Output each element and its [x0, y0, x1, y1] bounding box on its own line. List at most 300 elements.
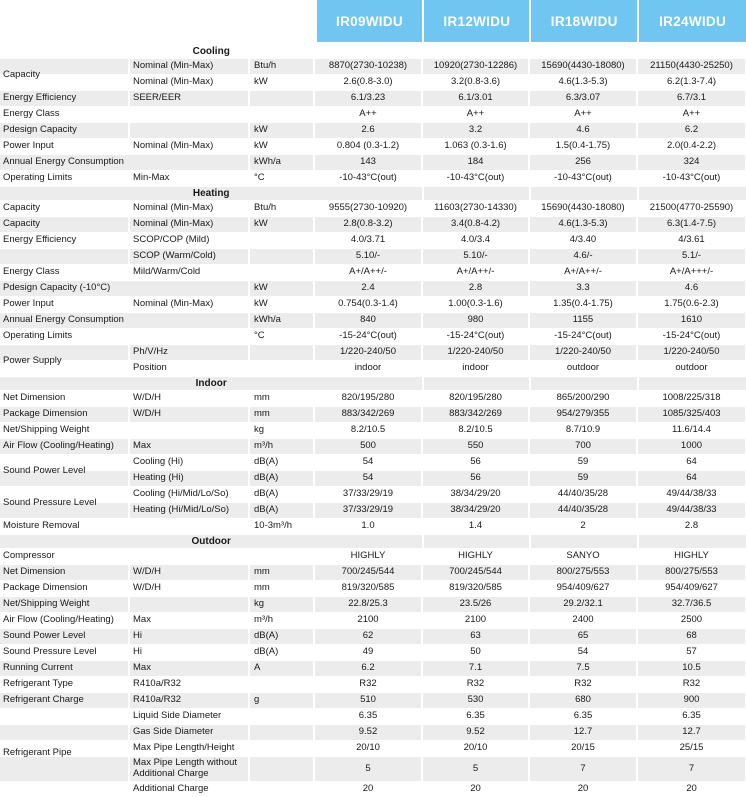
row-label: Energy Efficiency: [0, 233, 128, 248]
row-unit: dB(A): [250, 471, 313, 486]
cell-value: 1.5(0.4-1.75): [530, 139, 636, 154]
row-sublabel: Nominal (Min-Max): [130, 201, 248, 216]
row-label: Air Flow (Cooling/Heating): [0, 439, 128, 454]
table-row: [0, 661, 746, 676]
section-row-outdoor: [0, 535, 746, 548]
row-unit: dB(A): [250, 487, 313, 502]
row-sublabel: SCOP/COP (Mild): [130, 233, 248, 248]
row-sublabel: W/D/H: [130, 391, 248, 406]
cell-value: 819/320/585: [315, 581, 421, 596]
cell-value: 1.4: [423, 519, 528, 534]
cell-value: 4.6/-: [530, 249, 636, 264]
cell-value: 5.1/-: [638, 249, 745, 264]
cell-value: 2.4: [315, 281, 421, 296]
table-row: [0, 59, 746, 74]
table-row: [0, 613, 746, 628]
row-unit: dB(A): [250, 629, 313, 644]
row-sublabel: Position: [130, 361, 248, 376]
cell-value: 11.6/14.4: [638, 423, 745, 438]
cell-value: 3.3: [530, 281, 636, 296]
cell-value: A++: [423, 107, 528, 122]
row-sublabel: Heating (Hi/Mid/Lo/So): [130, 503, 248, 518]
cell-value: 4.0/3.71: [315, 233, 421, 248]
section-filler-cell: [531, 377, 637, 390]
cell-value: A++: [530, 107, 636, 122]
row-unit: kWh/a: [250, 155, 313, 170]
row-unit: g: [250, 693, 313, 708]
table-row: [0, 782, 746, 797]
cell-value: 2100: [423, 613, 528, 628]
row-sublabel: [130, 329, 248, 344]
cell-value: 7.5: [530, 661, 636, 676]
cell-value: 6.35: [315, 709, 421, 724]
section-filler-cell: [531, 187, 637, 200]
row-unit: [250, 757, 313, 781]
cell-value: 20: [423, 782, 528, 797]
cell-value: A++: [315, 107, 421, 122]
cell-value: 954/409/627: [638, 581, 745, 596]
row-sublabel: Max Pipe Length/Height: [130, 741, 248, 756]
row-unit: [250, 677, 313, 692]
row-sublabel: W/D/H: [130, 565, 248, 580]
cell-value: 37/33/29/19: [315, 503, 421, 518]
row-group-refrigerant-pipe: [0, 709, 746, 797]
cell-value: 20: [315, 782, 421, 797]
cell-value: 840: [315, 313, 421, 328]
row-unit: kW: [250, 75, 313, 90]
row-sublabel: R410a/R32: [130, 693, 248, 708]
row-sublabel: Max: [130, 613, 248, 628]
row-label: Pdesign Capacity: [0, 123, 128, 138]
row-unit: kW: [250, 123, 313, 138]
row-sublabel: Max Pipe Length without Additional Charge: [130, 757, 248, 781]
cell-value: 8870(2730-10238): [315, 59, 421, 74]
row-label: Energy Efficiency: [0, 91, 128, 106]
table-row: [0, 519, 746, 534]
row-sublabel: Nominal (Min-Max): [130, 75, 248, 90]
cell-value: A+/A++/-: [315, 265, 421, 280]
group-label: Sound Power Level: [3, 464, 86, 476]
cell-value: 64: [638, 455, 745, 470]
table-row: [0, 329, 746, 344]
cell-value: R32: [423, 677, 528, 692]
table-row: [0, 91, 746, 106]
cell-value: 1.00(0.3-1.6): [423, 297, 528, 312]
model-header-ir18widu: IR18WIDU: [531, 0, 637, 42]
cell-value: 38/34/29/20: [423, 487, 528, 502]
table-row: [0, 249, 746, 264]
section-title: Indoor: [0, 377, 422, 390]
cell-value: 1.75(0.6-2.3): [638, 297, 745, 312]
cell-value: -15-24°C(out): [530, 329, 636, 344]
section-filler-cell: [639, 535, 746, 548]
cell-value: HIGHLY: [423, 549, 528, 564]
row-unit: dB(A): [250, 455, 313, 470]
section-row-cooling: [0, 45, 746, 58]
row-sublabel: SCOP (Warm/Cold): [130, 249, 248, 264]
row-unit: kW: [250, 217, 313, 232]
section-filler-cell: [424, 187, 529, 200]
row-unit: [250, 345, 313, 360]
cell-value: 2.6: [315, 123, 421, 138]
cell-value: -15-24°C(out): [638, 329, 745, 344]
cell-value: 29.2/32.1: [530, 597, 636, 612]
row-sublabel: [130, 423, 248, 438]
row-sublabel: Nominal (Min-Max): [130, 297, 248, 312]
row-label: [0, 709, 128, 724]
row-unit: °C: [250, 171, 313, 186]
cell-value: 23.5/26: [423, 597, 528, 612]
table-row: [0, 75, 746, 90]
cell-value: 20/10: [423, 741, 528, 756]
row-label: Operating Limits: [0, 329, 128, 344]
row-label: Power Input: [0, 139, 128, 154]
row-label: Operating Limits: [0, 171, 128, 186]
cell-value: 21150(4430-25250): [638, 59, 745, 74]
row-label: [0, 725, 128, 740]
row-label: Air Flow (Cooling/Heating): [0, 613, 128, 628]
table-row: [0, 313, 746, 328]
row-unit: A: [250, 661, 313, 676]
row-unit: [250, 249, 313, 264]
row-label: Energy Class: [0, 265, 128, 280]
cell-value: 2.6(0.8-3.0): [315, 75, 421, 90]
row-label: Net Dimension: [0, 391, 128, 406]
row-sublabel: SEER/EER: [130, 91, 248, 106]
cell-value: 49/44/38/33: [638, 487, 745, 502]
cell-value: 15690(4430-18080): [530, 201, 636, 216]
cell-value: 4.6: [530, 123, 636, 138]
row-label: Running Current: [0, 661, 128, 676]
table-row: [0, 361, 746, 376]
row-sublabel: Max: [130, 439, 248, 454]
cell-value: 12.7: [638, 725, 745, 740]
cell-value: 865/200/290: [530, 391, 636, 406]
cell-value: 10.5: [638, 661, 745, 676]
cell-value: 54: [315, 455, 421, 470]
header-spacer: [0, 0, 315, 42]
row-unit: [250, 107, 313, 122]
cell-value: 680: [530, 693, 636, 708]
cell-value: 68: [638, 629, 745, 644]
row-sublabel: Hi: [130, 645, 248, 660]
cell-value: -10-43°C(out): [423, 171, 528, 186]
cell-value: 6.3(1.4-7.5): [638, 217, 745, 232]
cell-value: 62: [315, 629, 421, 644]
cell-value: 9.52: [423, 725, 528, 740]
cell-value: indoor: [315, 361, 421, 376]
cell-value: 143: [315, 155, 421, 170]
cell-value: R32: [638, 677, 745, 692]
row-sublabel: Max: [130, 661, 248, 676]
cell-value: 1.0: [315, 519, 421, 534]
row-label: Package Dimension: [0, 581, 128, 596]
row-sublabel: [130, 107, 248, 122]
cell-value: 7.1: [423, 661, 528, 676]
row-sublabel: Cooling (Hi/Mid/Lo/So): [130, 487, 248, 502]
cell-value: 6.35: [638, 709, 745, 724]
row-unit: [250, 265, 313, 280]
cell-value: 0.804 (0.3-1.2): [315, 139, 421, 154]
cell-value: 11603(2730-14330): [423, 201, 528, 216]
cell-value: outdoor: [530, 361, 636, 376]
cell-value: 819/320/585: [423, 581, 528, 596]
cell-value: 44/40/35/28: [530, 503, 636, 518]
cell-value: 1/220-240/50: [638, 345, 745, 360]
cell-value: 1/220-240/50: [530, 345, 636, 360]
table-row: [0, 455, 746, 470]
cell-value: 4.6: [638, 281, 745, 296]
table-row: [0, 201, 746, 216]
row-sublabel: R410a/R32: [130, 677, 248, 692]
table-row: [0, 629, 746, 644]
cell-value: 2500: [638, 613, 745, 628]
row-unit: [250, 741, 313, 756]
row-unit: mm: [250, 407, 313, 422]
cell-value: A+/A++/-: [530, 265, 636, 280]
cell-value: 20/15: [530, 741, 636, 756]
cell-value: 22.8/25.3: [315, 597, 421, 612]
cell-value: A++: [638, 107, 745, 122]
cell-value: 54: [530, 645, 636, 660]
cell-value: 9555(2730-10920): [315, 201, 421, 216]
cell-value: 57: [638, 645, 745, 660]
row-unit: [250, 91, 313, 106]
table-row: [0, 155, 746, 170]
table-row: [0, 217, 746, 232]
cell-value: 5.10/-: [315, 249, 421, 264]
cell-value: indoor: [423, 361, 528, 376]
row-sublabel: [130, 519, 248, 534]
row-label: Sound Power Level: [0, 629, 128, 644]
cell-value: 900: [638, 693, 745, 708]
row-sublabel: Mild/Warm/Cold: [130, 265, 248, 280]
row-unit: °C: [250, 329, 313, 344]
cell-value: 820/195/280: [423, 391, 528, 406]
table-row: [0, 439, 746, 454]
row-unit: [250, 725, 313, 740]
cell-value: 6.2: [315, 661, 421, 676]
cell-value: 6.3/3.07: [530, 91, 636, 106]
table-row: [0, 693, 746, 708]
cell-value: 2.8: [423, 281, 528, 296]
row-sublabel: Gas Side Diameter: [130, 725, 248, 740]
section-filler-cell: [639, 45, 746, 58]
cell-value: 1.063 (0.3-1.6): [423, 139, 528, 154]
cell-value: 883/342/269: [423, 407, 528, 422]
table-row: [0, 549, 746, 564]
row-label: Capacity: [0, 201, 128, 216]
section-title: Outdoor: [0, 535, 422, 548]
cell-value: 3.2(0.8-3.6): [423, 75, 528, 90]
row-unit: kWh/a: [250, 313, 313, 328]
row-label: Net/Shipping Weight: [0, 597, 128, 612]
table-row: [0, 597, 746, 612]
row-sublabel: W/D/H: [130, 407, 248, 422]
row-label: Package Dimension: [0, 407, 128, 422]
cell-value: 700/245/544: [423, 565, 528, 580]
table-row: [0, 565, 746, 580]
table-row: [0, 171, 746, 186]
cell-value: 49/44/38/33: [638, 503, 745, 518]
row-sublabel: Nominal (Min-Max): [130, 217, 248, 232]
row-label: [0, 757, 128, 781]
cell-value: 1008/225/318: [638, 391, 745, 406]
row-unit: dB(A): [250, 645, 313, 660]
table-row: [0, 725, 746, 740]
row-sublabel: [130, 549, 248, 564]
row-sublabel: Nominal (Min-Max): [130, 139, 248, 154]
cell-value: -10-43°C(out): [530, 171, 636, 186]
cell-value: 883/342/269: [315, 407, 421, 422]
cell-value: 64: [638, 471, 745, 486]
table-row: [0, 645, 746, 660]
group-label: Power Supply: [3, 354, 62, 366]
cell-value: 5: [423, 757, 528, 781]
cell-value: 1/220-240/50: [423, 345, 528, 360]
section-title: Heating: [0, 187, 422, 200]
table-row: [0, 471, 746, 486]
row-unit: kg: [250, 423, 313, 438]
row-unit: [250, 782, 313, 797]
cell-value: 6.35: [423, 709, 528, 724]
cell-value: 700: [530, 439, 636, 454]
row-unit: 10-3m³/h: [250, 519, 313, 534]
cell-value: 2400: [530, 613, 636, 628]
section-filler-cell: [639, 377, 746, 390]
cell-value: 7: [638, 757, 745, 781]
cell-value: 59: [530, 471, 636, 486]
cell-value: 4/3.61: [638, 233, 745, 248]
section-row-heating: [0, 187, 746, 200]
model-header-ir24widu: IR24WIDU: [639, 0, 746, 42]
cell-value: 6.1/3.23: [315, 91, 421, 106]
cell-value: 1000: [638, 439, 745, 454]
row-sublabel: Nominal (Min-Max): [130, 59, 248, 74]
row-unit: kW: [250, 139, 313, 154]
cell-value: 32.7/36.5: [638, 597, 745, 612]
cell-value: 44/40/35/28: [530, 487, 636, 502]
section-filler-cell: [424, 535, 529, 548]
table-row: [0, 423, 746, 438]
row-unit: [250, 233, 313, 248]
cell-value: 4/3.40: [530, 233, 636, 248]
row-label: Compressor: [0, 549, 128, 564]
cell-value: 5: [315, 757, 421, 781]
cell-value: 1/220-240/50: [315, 345, 421, 360]
row-unit: Btu/h: [250, 59, 313, 74]
cell-value: 8.2/10.5: [423, 423, 528, 438]
row-sublabel: Hi: [130, 629, 248, 644]
row-unit: [250, 709, 313, 724]
cell-value: 4.6(1.3-5.3): [530, 75, 636, 90]
row-sublabel: Liquid Side Diameter: [130, 709, 248, 724]
cell-value: 0.754(0.3-1.4): [315, 297, 421, 312]
row-label: Net/Shipping Weight: [0, 423, 128, 438]
cell-value: 5.10/-: [423, 249, 528, 264]
cell-value: 800/275/553: [530, 565, 636, 580]
cell-value: 8.2/10.5: [315, 423, 421, 438]
cell-value: -15-24°C(out): [423, 329, 528, 344]
table-row: [0, 139, 746, 154]
cell-value: 2.8(0.8-3.2): [315, 217, 421, 232]
cell-value: 6.35: [530, 709, 636, 724]
table-row: [0, 503, 746, 518]
cell-value: 954/279/355: [530, 407, 636, 422]
row-sublabel: W/D/H: [130, 581, 248, 596]
cell-value: 6.2(1.3-7.4): [638, 75, 745, 90]
cell-value: R32: [315, 677, 421, 692]
cell-value: 510: [315, 693, 421, 708]
table-row: [0, 265, 746, 280]
cell-value: 6.7/3.1: [638, 91, 745, 106]
cell-value: 1085/325/403: [638, 407, 745, 422]
table-row: [0, 709, 746, 724]
row-group-power-supply: [0, 345, 746, 376]
section-filler-cell: [531, 535, 637, 548]
row-unit: kg: [250, 597, 313, 612]
row-group-sound-power-level: [0, 455, 746, 486]
cell-value: 56: [423, 455, 528, 470]
table-row: [0, 407, 746, 422]
model-header-ir09widu: IR09WIDU: [317, 0, 423, 42]
cell-value: 12.7: [530, 725, 636, 740]
cell-value: 954/409/627: [530, 581, 636, 596]
cell-value: 54: [315, 471, 421, 486]
cell-value: 50: [423, 645, 528, 660]
cell-value: 1610: [638, 313, 745, 328]
group-label: Capacity: [3, 68, 40, 80]
cell-value: 256: [530, 155, 636, 170]
row-label: Sound Pressure Level: [0, 645, 128, 660]
cell-value: HIGHLY: [315, 549, 421, 564]
row-sublabel: Ph/V/Hz: [130, 345, 248, 360]
section-row-indoor: [0, 377, 746, 390]
cell-value: 500: [315, 439, 421, 454]
table-row: [0, 123, 746, 138]
cell-value: 2.8: [638, 519, 745, 534]
cell-value: 530: [423, 693, 528, 708]
row-unit: mm: [250, 581, 313, 596]
row-unit: [250, 549, 313, 564]
section-filler-cell: [531, 45, 637, 58]
row-label: Net Dimension: [0, 565, 128, 580]
row-label: Pdesign Capacity (-10°C): [0, 281, 248, 296]
section-filler-cell: [424, 45, 529, 58]
table-row: [0, 281, 746, 296]
cell-value: 6.1/3.01: [423, 91, 528, 106]
cell-value: 21500(4770-25590): [638, 201, 745, 216]
cell-value: 49: [315, 645, 421, 660]
cell-value: 1155: [530, 313, 636, 328]
cell-value: A+/A++/-: [423, 265, 528, 280]
table-row: [0, 345, 746, 360]
cell-value: 8.7/10.9: [530, 423, 636, 438]
cell-value: 324: [638, 155, 745, 170]
cell-value: 63: [423, 629, 528, 644]
cell-value: A+/A+++/-: [638, 265, 745, 280]
cell-value: 4.6(1.3-5.3): [530, 217, 636, 232]
cell-value: 25/15: [638, 741, 745, 756]
row-unit: kW: [250, 281, 313, 296]
cell-value: 3.4(0.8-4.2): [423, 217, 528, 232]
cell-value: 59: [530, 455, 636, 470]
row-label: Moisture Removal: [0, 519, 128, 534]
cell-value: 800/275/553: [638, 565, 745, 580]
row-label: Annual Energy Consumption: [0, 155, 248, 170]
row-sublabel: [130, 597, 248, 612]
cell-value: 20: [638, 782, 745, 797]
